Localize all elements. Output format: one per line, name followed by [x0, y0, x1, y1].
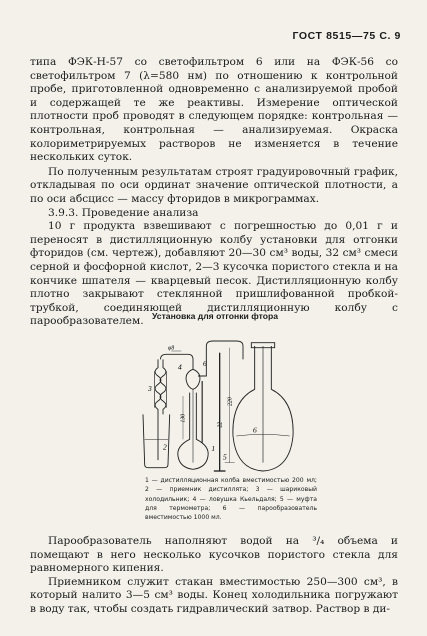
dim-220: 220	[227, 397, 234, 406]
text-block-top	[30, 56, 398, 329]
apparatus-drawing	[118, 336, 358, 476]
callout-3: 3	[148, 384, 152, 393]
callout-4: 4	[178, 362, 182, 372]
callout-6: 6	[253, 425, 257, 435]
condenser	[155, 359, 161, 460]
section-heading: 3.9.3. Проведение анализа	[48, 206, 199, 219]
dim-130: 130	[180, 413, 187, 423]
kjeldahl-trap	[186, 369, 200, 389]
paragraph: Парообразователь наполняют водой на ³/₄ объема и помещают в него несколько кусочков пористого стекла для равномерного кипения.	[30, 535, 398, 575]
receiver-beaker	[143, 414, 170, 467]
paragraph: типа ФЭК-Н-57 со светофильтром 6 или на ФЭК-56 со светофильтром 7 (λ=580 нм) по отношению к контрольной пробе, приготовленной одновременно с анализируемой пробой и содержащей те же реактивы. Измерение оптической плотности проб проводят в следующем порядке: контрольная — контрольная, контрольная — анализируемая. Окраска колориметрируемых растворов не изменяется в течение нескольких суток.	[30, 56, 398, 164]
diagram-legend: 1 — дистилляционная колба вместимостью 200 мл; 2 — приемник дистиллята; 3 — шариковый холодильник; 4 — ловушка Кьельдаля; 5 — муфта для термометра; 6 — парообразователь вместимостью 1000 мл.	[145, 477, 317, 522]
dim-phi8: φ8	[168, 345, 175, 352]
callout-5: 5	[223, 452, 227, 462]
dim-22: 22	[217, 421, 224, 428]
paragraph: По полученным результатам строят градуировочный график, откладывая по оси ординат значение оптической плотности, а по оси абсцисс — массу фторидов в микрограммах.	[30, 165, 398, 205]
diagram-title: Установка для отгонки фтора	[152, 311, 278, 321]
callout-6a: 6	[203, 359, 207, 368]
callout-1: 1	[211, 444, 216, 453]
paragraph: Приемником служит стакан вместимостью 250—300 см³, в который налито 3—5 см³ воды. Конец холодильника погружают в воду так, чтобы создать гидравлический затвор. Раствор в ди-	[30, 575, 398, 615]
page-header: ГОСТ 8515—75 С. 9	[292, 30, 401, 42]
text-block-bottom	[30, 535, 398, 617]
callout-2: 2	[163, 442, 167, 452]
paragraph: 10 г продукта взвешивают с погрешностью до 0,01 г и переносят в дистилляционную колбу установки для отгонки фторидов (см. чертеж), добавляют 20—30 см³ воды, 32 см³ смеси серной и фосфорной кислот, 2—3 кусочка пористого стекла и на кончике шпателя — кварцевый песок. Дистилляционную колбу плотно закрывают стеклянной пришлифованной пробкой-трубкой, соединяющей дистилляционную колбу с парообразователем.	[30, 220, 398, 328]
